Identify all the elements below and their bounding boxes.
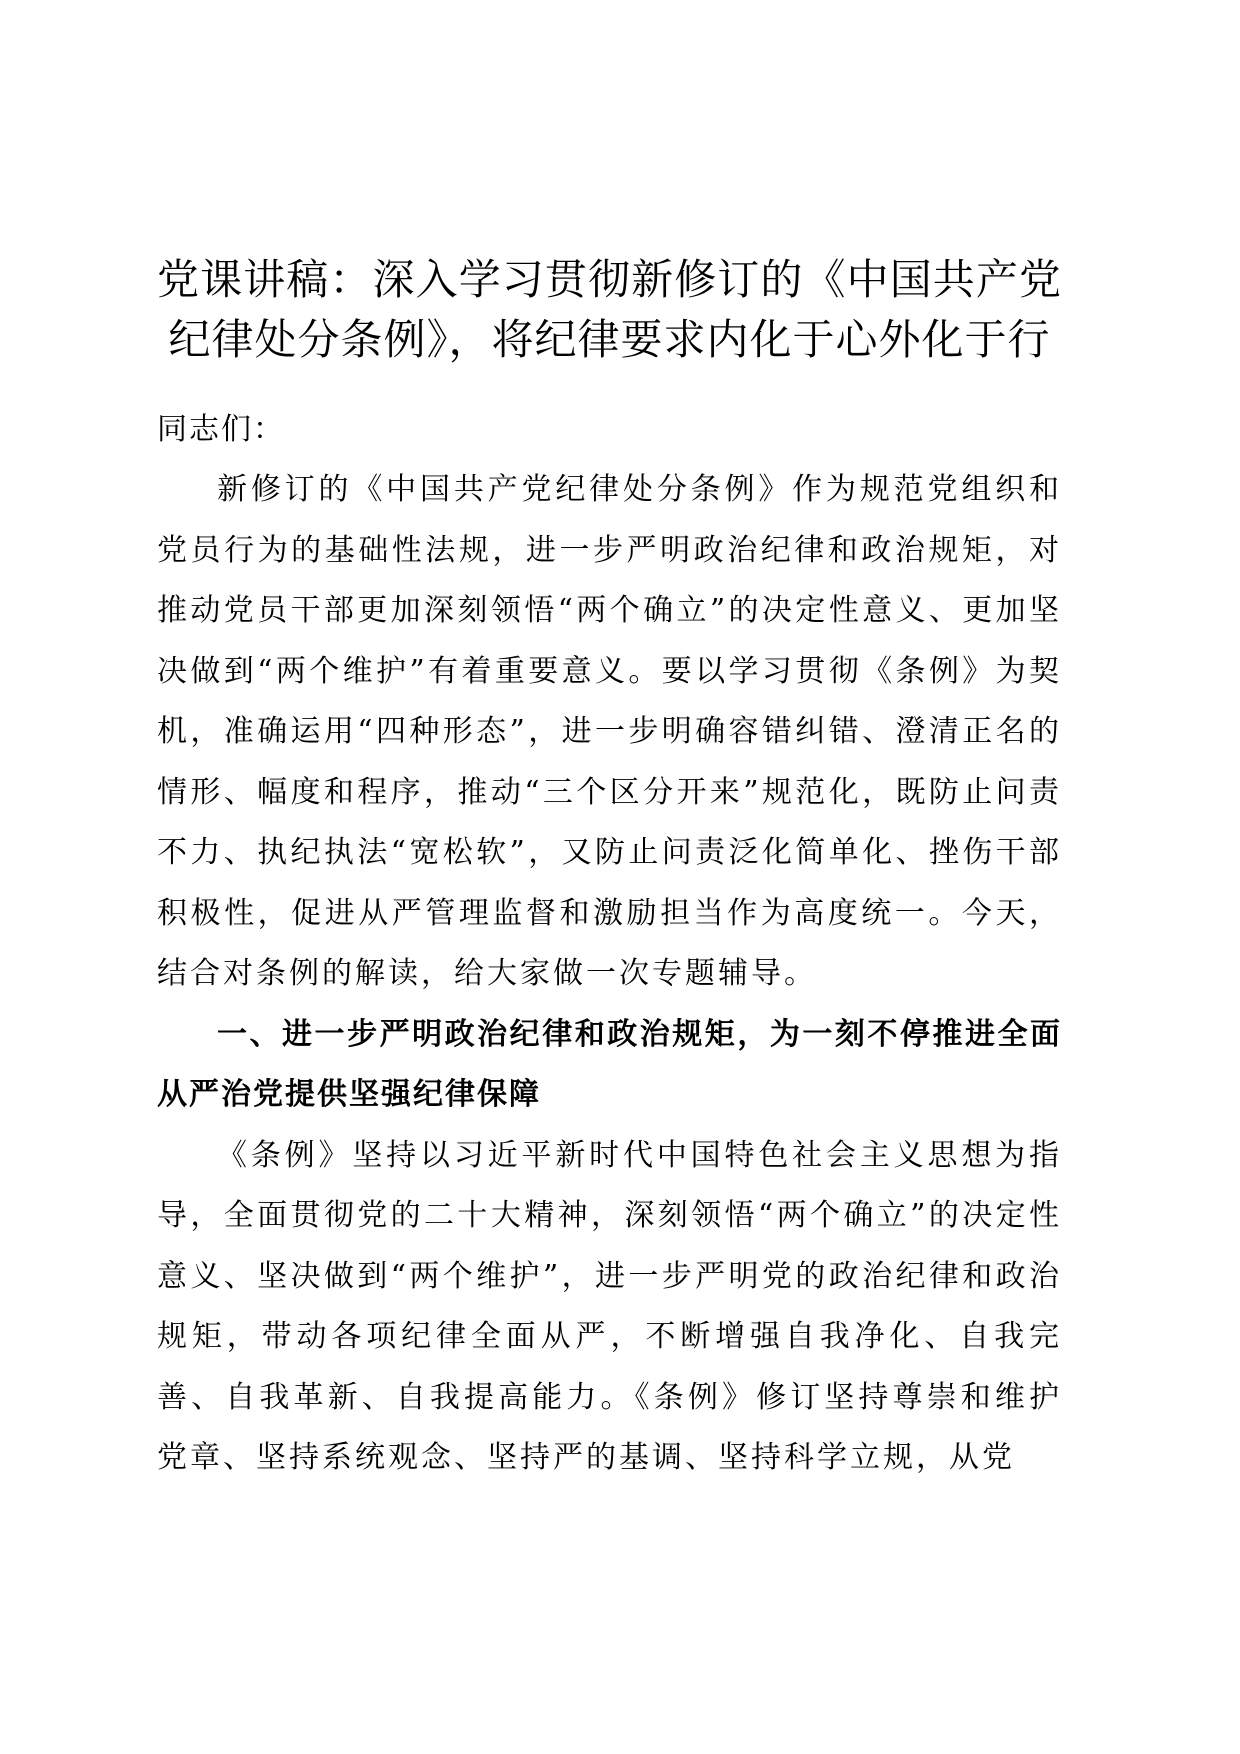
intro-paragraph: 新修订的《中国共产党纪律处分条例》作为规范党组织和党员行为的基础性法规，进一步严明政治纪律和政治规矩，对推动党员干部更加深刻领悟“两个确立”的决定性意义、更加坚决做到“两个维护”有着重要意义。要以学习贯彻《条例》为契机，准确运用“四种形态”，进一步明确容错纠错、澄清正名的情形、幅度和程序，推动“三个区分开来”规范化，既防止问责不力、执纪执法“宽松软”，又防止问责泛化简单化、挫伤干部积极性，促进从严管理监督和激励担当作为高度统一。今天，结合对条例的解读，给大家做一次专题辅导。 xyxy=(157,472,1062,991)
salutation: 同志们： xyxy=(157,412,285,447)
section-1-paragraph: 《条例》坚持以习近平新时代中国特色社会主义思想为指导，全面贯彻党的二十大精神，深刻领悟“两个确立”的决定性意义、坚决做到“两个维护”，进一步严明党的政治纪律和政治规矩，带动各项纪律全面从严，不断增强自我净化、自我完善、自我革新、自我提高能力。《条例》修订坚持尊崇和维护党章、坚持系统观念、坚持严的基调、坚持科学立规，从党 xyxy=(157,1137,1062,1475)
document-body xyxy=(157,250,1062,1489)
section-1-heading: 一、进一步严明政治纪律和政治规矩，为一刻不停推进全面从严治党提供坚强纪律保障 xyxy=(157,1016,1062,1112)
document-title: 党课讲稿：深入学习贯彻新修订的《中国共产党纪律处分条例》，将纪律要求内化于心外化于行 xyxy=(157,255,1062,364)
